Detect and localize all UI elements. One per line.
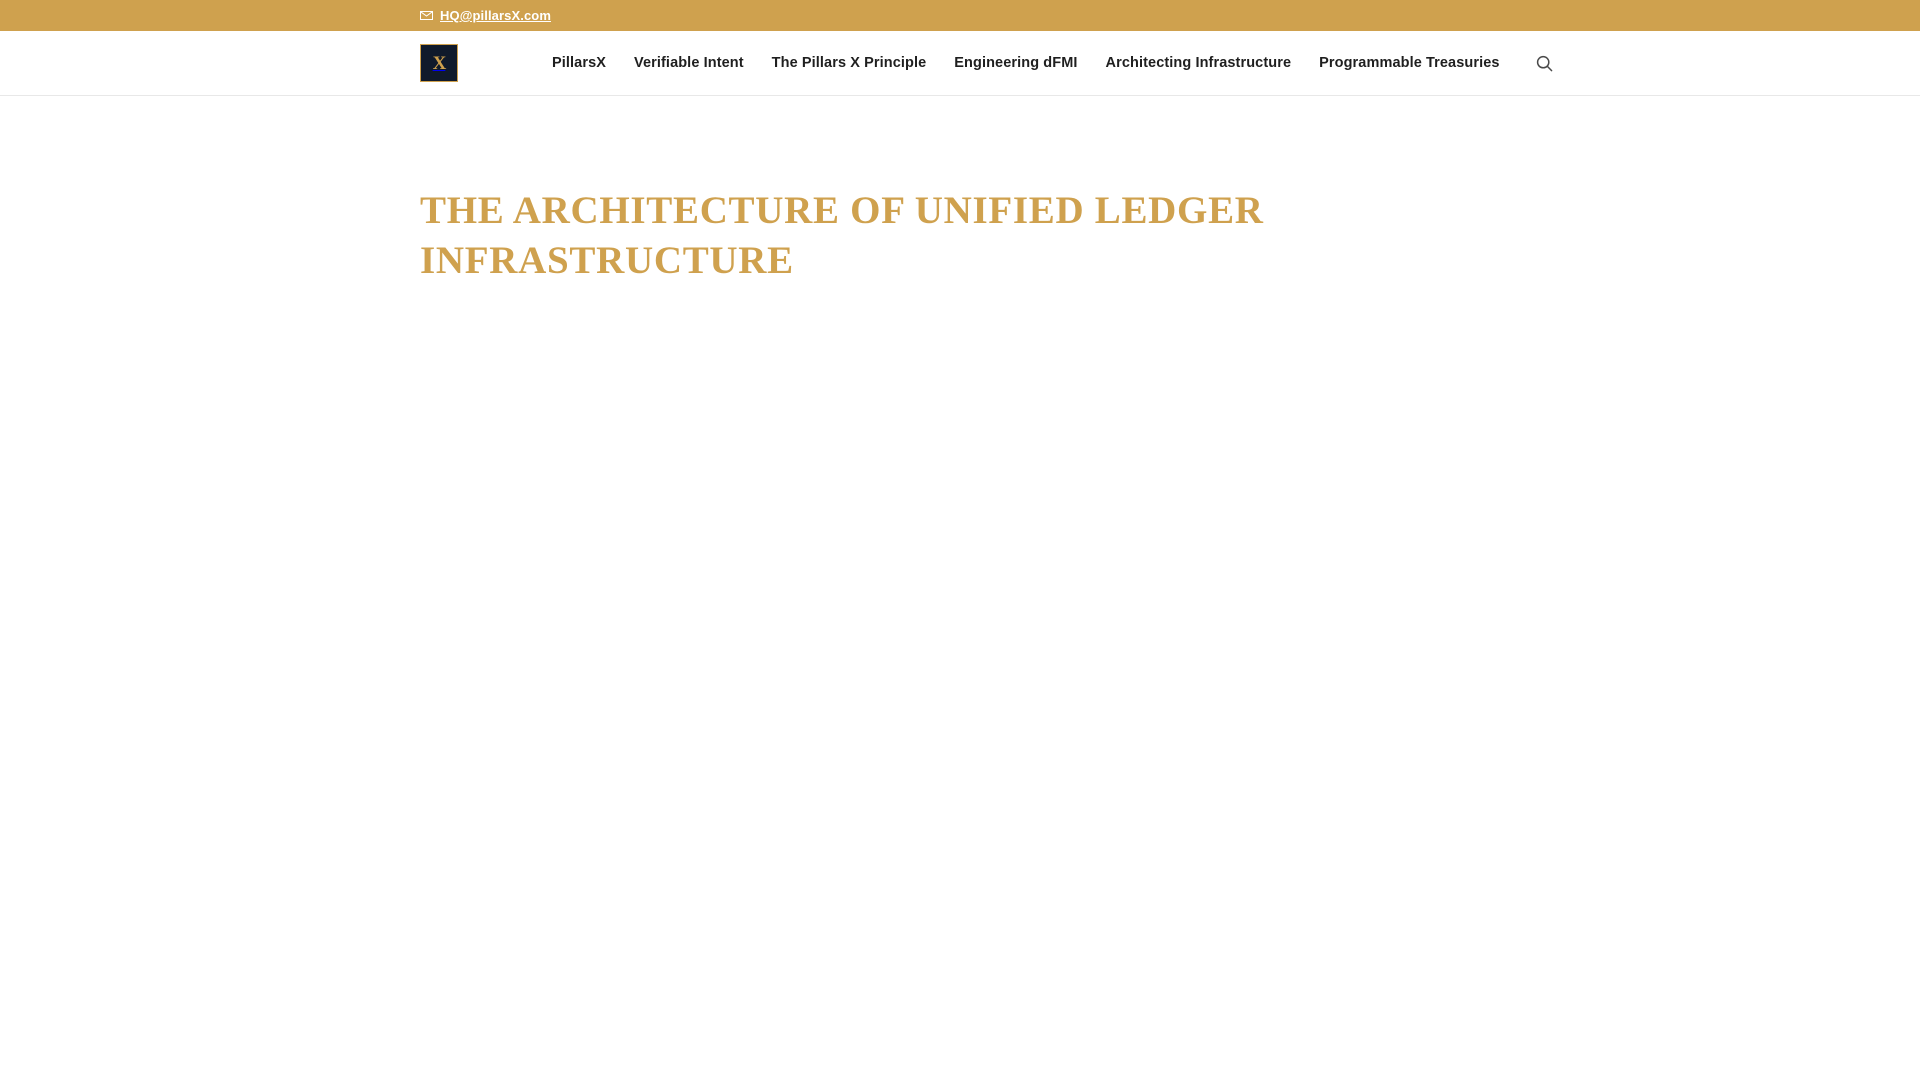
nav-item-verifiable-intent[interactable]: Verifiable Intent: [634, 55, 744, 71]
nav-item-architecting-infrastructure[interactable]: Architecting Infrastructure: [1105, 55, 1292, 71]
top-utility-bar: [0, 0, 1920, 31]
logo-mark: X: [432, 52, 446, 74]
nav-item-pillarsx[interactable]: PillarsX: [552, 55, 606, 71]
main-navigation: [538, 50, 1558, 76]
nav-item-the-pillars-x-principle[interactable]: The Pillars X Principle: [771, 55, 927, 71]
search-icon[interactable]: [1532, 50, 1558, 76]
email-link[interactable]: [420, 8, 551, 23]
site-header: [0, 31, 1920, 96]
pillarsx-logo[interactable]: [420, 44, 458, 82]
nav-item-programmable-treasuries[interactable]: Programmable Treasuries: [1319, 55, 1500, 71]
nav-item-engineering-dfmi[interactable]: Engineering dFMI: [954, 55, 1078, 71]
email-address: HQ@pillarsX.com: [440, 8, 551, 23]
page-title: THE ARCHITECTURE OF UNIFIED LEDGER INFRASTRUCTURE: [420, 189, 1264, 282]
envelope-icon: [420, 11, 433, 20]
main-content: [0, 96, 1920, 286]
